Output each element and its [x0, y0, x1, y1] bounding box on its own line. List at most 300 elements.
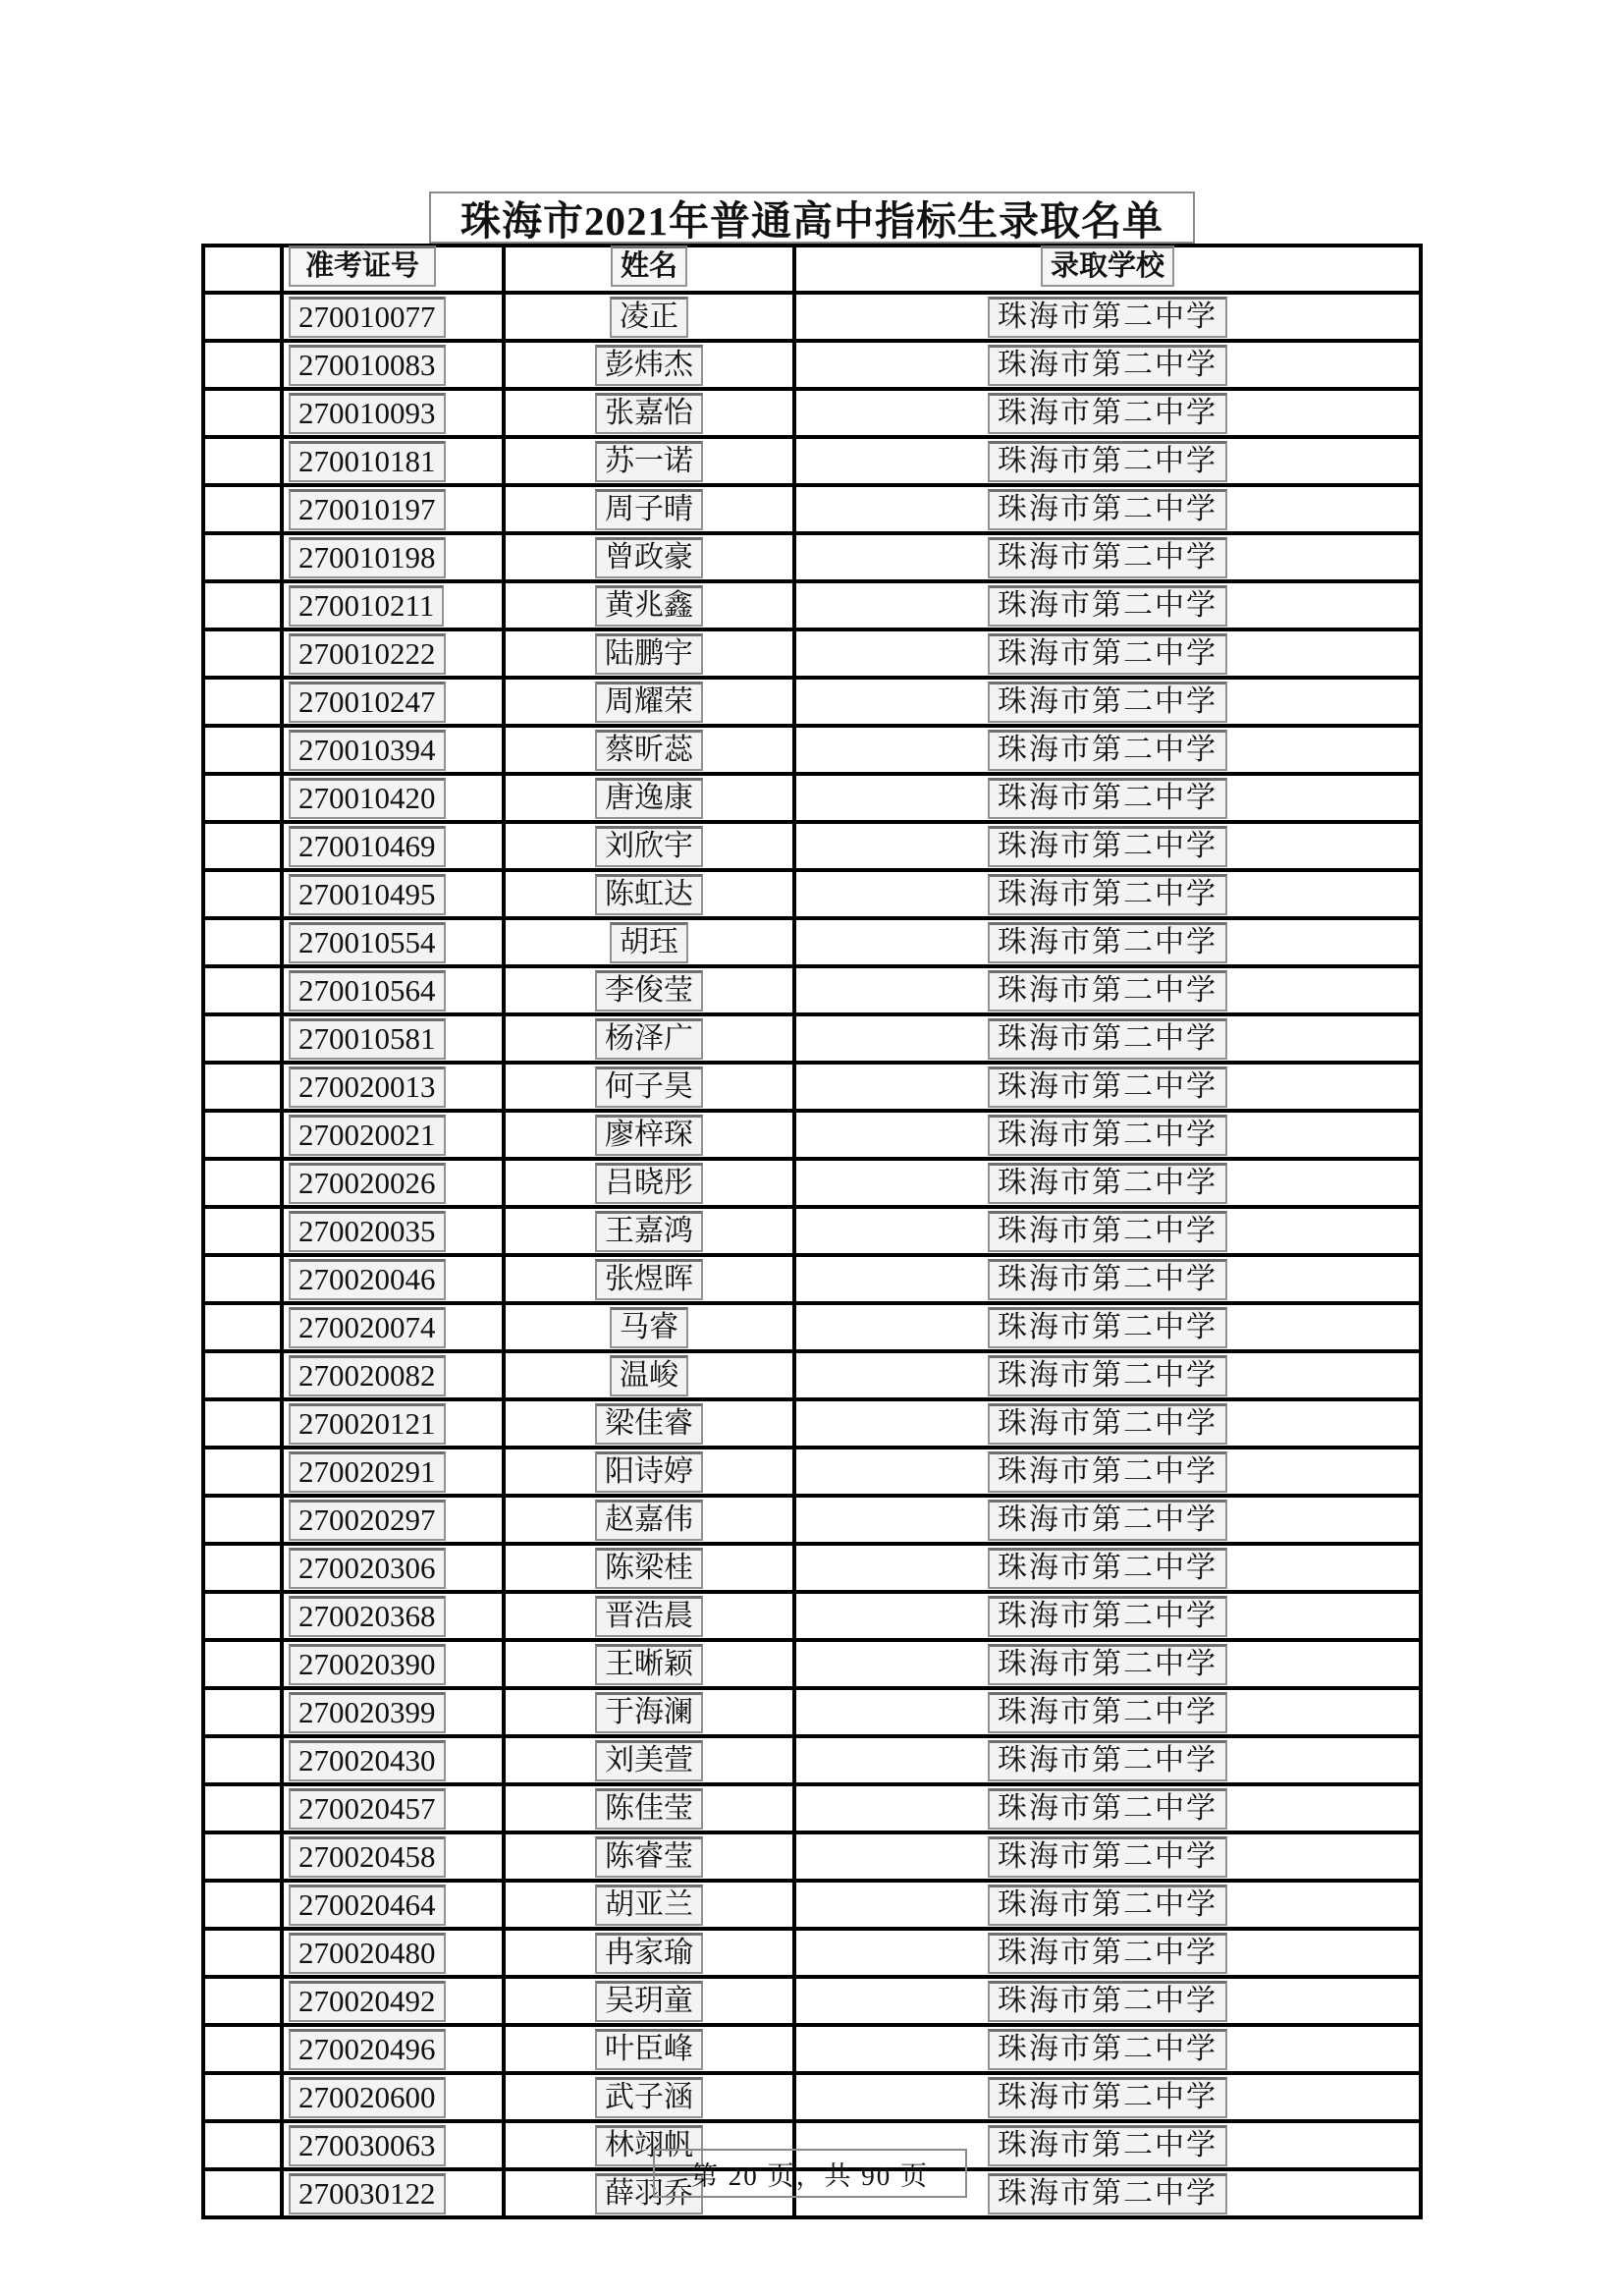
student-name-cell	[504, 1784, 794, 1832]
student-name-cell	[504, 966, 794, 1014]
exam-number-value: 270020457	[289, 1788, 446, 1830]
table-body	[203, 246, 1421, 2217]
table-row	[203, 533, 1421, 581]
admission-school-cell	[794, 629, 1421, 678]
exam-number-cell	[282, 389, 504, 437]
exam-number-cell	[282, 1303, 504, 1351]
admission-school-cell	[794, 1496, 1421, 1544]
index-cell	[203, 822, 282, 870]
exam-number-value: 270020082	[289, 1355, 446, 1396]
exam-number-cell	[282, 1014, 504, 1063]
student-name-value: 黄兆鑫	[595, 585, 703, 627]
table-row	[203, 966, 1421, 1014]
exam-number-cell	[282, 1977, 504, 2025]
admission-school-value: 珠海市第二中学	[988, 1259, 1227, 1300]
index-cell	[203, 389, 282, 437]
student-name-value: 阳诗婷	[595, 1451, 703, 1493]
exam-number-value: 270020074	[289, 1307, 446, 1348]
student-name-value: 廖梓琛	[595, 1115, 703, 1156]
admission-school-cell	[794, 1207, 1421, 1255]
student-name-cell	[504, 341, 794, 389]
exam-number-cell	[282, 1255, 504, 1303]
admission-school-value: 珠海市第二中学	[988, 2125, 1227, 2166]
admission-school-cell	[794, 1063, 1421, 1111]
exam-number-cell	[282, 1881, 504, 1929]
exam-number-cell	[282, 1351, 504, 1399]
exam-number-value: 270020390	[289, 1644, 446, 1685]
admission-school-value: 珠海市第二中学	[988, 1788, 1227, 1830]
exam-number-value: 270020035	[289, 1211, 446, 1252]
admission-school-value: 珠海市第二中学	[988, 1211, 1227, 1252]
student-name-value: 张嘉怡	[595, 393, 703, 434]
exam-number-cell	[282, 341, 504, 389]
exam-number-cell	[282, 1736, 504, 1784]
exam-number-cell	[282, 1448, 504, 1496]
exam-number-value: 270020458	[289, 1836, 446, 1878]
exam-number-value: 270010564	[289, 970, 446, 1011]
page-title: 珠海市2021年普通高中指标生录取名单	[460, 198, 1163, 244]
index-cell	[203, 1159, 282, 1207]
page-number-text: 第 20 页，共 90 页	[691, 2160, 929, 2191]
exam-number-value: 270020492	[289, 1981, 446, 2022]
student-name-cell	[504, 1977, 794, 2025]
index-cell	[203, 2025, 282, 2073]
exam-number-value: 270010211	[289, 585, 444, 627]
index-cell	[203, 1832, 282, 1881]
school-header-label: 录取学校	[1041, 246, 1174, 287]
student-name-cell	[504, 726, 794, 774]
header-cell-index	[203, 246, 282, 293]
admission-school-cell	[794, 678, 1421, 726]
table-row	[203, 1784, 1421, 1832]
index-cell	[203, 1351, 282, 1399]
index-cell	[203, 678, 282, 726]
table-row	[203, 1063, 1421, 1111]
exam-number-cell	[282, 1544, 504, 1592]
student-name-cell	[504, 1159, 794, 1207]
student-name-cell	[504, 629, 794, 678]
student-name-value: 陆鹏宇	[595, 633, 703, 675]
student-name-cell	[504, 1207, 794, 1255]
student-name-value: 何子昊	[595, 1066, 703, 1108]
table-row	[203, 389, 1421, 437]
name-header-label: 姓名	[611, 246, 687, 287]
student-name-cell	[504, 918, 794, 966]
exam-number-value: 270010581	[289, 1018, 446, 1060]
student-name-cell	[504, 1303, 794, 1351]
table-row	[203, 1159, 1421, 1207]
admission-school-value: 珠海市第二中学	[988, 537, 1227, 578]
exam-number-cell	[282, 1207, 504, 1255]
table-row	[203, 2073, 1421, 2121]
exam-number-cell	[282, 629, 504, 678]
admission-school-value: 珠海市第二中学	[988, 1548, 1227, 1589]
admission-school-value: 珠海市第二中学	[988, 922, 1227, 963]
admission-school-cell	[794, 1544, 1421, 1592]
exam-number-value: 270020021	[289, 1115, 446, 1156]
exam-number-cell	[282, 918, 504, 966]
index-cell	[203, 1592, 282, 1640]
table-row	[203, 1303, 1421, 1351]
exam-number-value: 270020368	[289, 1596, 446, 1637]
admission-school-cell	[794, 1111, 1421, 1159]
exam-number-value: 270010083	[289, 345, 446, 386]
admission-table	[201, 244, 1423, 2219]
table-row	[203, 1207, 1421, 1255]
student-name-value: 杨泽广	[595, 1018, 703, 1060]
index-cell	[203, 1399, 282, 1448]
index-cell	[203, 2169, 282, 2217]
student-name-cell	[504, 581, 794, 629]
index-cell	[203, 726, 282, 774]
exam-number-value: 270030063	[289, 2125, 446, 2166]
exam-number-value: 270020013	[289, 1066, 446, 1108]
admission-school-value: 珠海市第二中学	[988, 1885, 1227, 1926]
index-cell	[203, 629, 282, 678]
admission-school-cell	[794, 293, 1421, 341]
student-name-cell	[504, 1351, 794, 1399]
admission-school-value: 珠海市第二中学	[988, 1018, 1227, 1060]
index-cell	[203, 918, 282, 966]
student-name-cell	[504, 1640, 794, 1688]
admission-school-cell	[794, 2025, 1421, 2073]
student-name-cell	[504, 485, 794, 533]
student-name-value: 周子晴	[595, 489, 703, 530]
table-row	[203, 1448, 1421, 1496]
admission-school-cell	[794, 1784, 1421, 1832]
student-name-value: 刘美萱	[595, 1740, 703, 1781]
exam-number-cell	[282, 1399, 504, 1448]
student-name-value: 李俊莹	[595, 970, 703, 1011]
student-name-value: 曾政豪	[595, 537, 703, 578]
student-name-value: 王嘉鸿	[595, 1211, 703, 1252]
admission-school-cell	[794, 1448, 1421, 1496]
table-row	[203, 726, 1421, 774]
table-row	[203, 293, 1421, 341]
exam-number-cell	[282, 966, 504, 1014]
exam-number-cell	[282, 1111, 504, 1159]
admission-school-cell	[794, 437, 1421, 485]
admission-school-cell	[794, 726, 1421, 774]
admission-school-value: 珠海市第二中学	[988, 1066, 1227, 1108]
student-name-cell	[504, 533, 794, 581]
table-row	[203, 2025, 1421, 2073]
exam-number-cell	[282, 1832, 504, 1881]
index-cell	[203, 581, 282, 629]
table-row	[203, 437, 1421, 485]
admission-school-value: 珠海市第二中学	[988, 1836, 1227, 1878]
student-name-cell	[504, 822, 794, 870]
student-name-value: 吕晓彤	[595, 1163, 703, 1204]
admission-school-value: 珠海市第二中学	[988, 1307, 1227, 1348]
admission-school-value: 珠海市第二中学	[988, 1981, 1227, 2022]
index-cell	[203, 1881, 282, 1929]
student-name-value: 陈梁桂	[595, 1548, 703, 1589]
admission-school-value: 珠海市第二中学	[988, 1740, 1227, 1781]
admission-school-cell	[794, 1688, 1421, 1736]
table-row	[203, 918, 1421, 966]
table-row	[203, 341, 1421, 389]
admission-school-cell	[794, 918, 1421, 966]
admission-school-value: 珠海市第二中学	[988, 2173, 1227, 2214]
index-cell	[203, 774, 282, 822]
exam-number-value: 270010495	[289, 874, 446, 915]
exam-number-cell	[282, 1929, 504, 1977]
student-name-cell	[504, 1688, 794, 1736]
student-name-cell	[504, 870, 794, 918]
admission-school-value: 珠海市第二中学	[988, 778, 1227, 819]
table-row	[203, 1977, 1421, 2025]
index-cell	[203, 2121, 282, 2169]
exam-number-value: 270010197	[289, 489, 446, 530]
page-number-box	[653, 2149, 967, 2198]
student-name-value: 叶臣峰	[595, 2029, 703, 2070]
index-cell	[203, 341, 282, 389]
student-name-value: 刘欣宇	[595, 826, 703, 867]
admission-school-value: 珠海市第二中学	[988, 297, 1227, 338]
student-name-cell	[504, 1544, 794, 1592]
student-name-value: 胡珏	[610, 922, 688, 963]
admission-school-value: 珠海市第二中学	[988, 1115, 1227, 1156]
table-row	[203, 870, 1421, 918]
index-cell	[203, 485, 282, 533]
admission-school-value: 珠海市第二中学	[988, 970, 1227, 1011]
exam-number-cell	[282, 1592, 504, 1640]
exam-number-cell	[282, 293, 504, 341]
student-name-value: 吴玥童	[595, 1981, 703, 2022]
index-cell	[203, 966, 282, 1014]
table-row	[203, 1881, 1421, 1929]
admission-school-cell	[794, 1399, 1421, 1448]
table-row	[203, 1255, 1421, 1303]
admission-school-value: 珠海市第二中学	[988, 585, 1227, 627]
admission-school-cell	[794, 870, 1421, 918]
table-row	[203, 822, 1421, 870]
student-name-cell	[504, 437, 794, 485]
admission-school-value: 珠海市第二中学	[988, 1933, 1227, 1974]
student-name-value: 梁佳睿	[595, 1403, 703, 1445]
header-cell-name	[504, 246, 794, 293]
table-row	[203, 485, 1421, 533]
student-name-value: 陈睿莹	[595, 1836, 703, 1878]
exam-number-value: 270010181	[289, 441, 446, 482]
exam-number-value: 270020399	[289, 1692, 446, 1733]
exam-number-value: 270020046	[289, 1259, 446, 1300]
table-row	[203, 1496, 1421, 1544]
student-name-cell	[504, 1255, 794, 1303]
index-cell	[203, 1496, 282, 1544]
exam-number-value: 270010198	[289, 537, 446, 578]
index-cell	[203, 437, 282, 485]
header-row	[203, 246, 1421, 293]
index-cell	[203, 1014, 282, 1063]
admission-school-value: 珠海市第二中学	[988, 874, 1227, 915]
exam-no-header-label: 准考证号	[289, 246, 436, 287]
admission-school-cell	[794, 485, 1421, 533]
admission-school-value: 珠海市第二中学	[988, 2029, 1227, 2070]
table-row	[203, 1688, 1421, 1736]
exam-number-cell	[282, 1496, 504, 1544]
table-row	[203, 1014, 1421, 1063]
admission-school-cell	[794, 1592, 1421, 1640]
index-cell	[203, 870, 282, 918]
table-row	[203, 774, 1421, 822]
exam-number-cell	[282, 822, 504, 870]
exam-number-cell	[282, 2169, 504, 2217]
student-name-cell	[504, 389, 794, 437]
exam-number-value: 270020464	[289, 1885, 446, 1926]
student-name-cell	[504, 1496, 794, 1544]
student-name-cell	[504, 1592, 794, 1640]
exam-number-value: 270020496	[289, 2029, 446, 2070]
table-row	[203, 1544, 1421, 1592]
admission-school-value: 珠海市第二中学	[988, 393, 1227, 434]
admission-school-cell	[794, 389, 1421, 437]
student-name-value: 周耀荣	[595, 682, 703, 723]
exam-number-cell	[282, 485, 504, 533]
admission-school-cell	[794, 1929, 1421, 1977]
admission-school-cell	[794, 1977, 1421, 2025]
admission-school-value: 珠海市第二中学	[988, 730, 1227, 771]
table-row	[203, 1736, 1421, 1784]
table-row	[203, 1640, 1421, 1688]
exam-number-cell	[282, 533, 504, 581]
student-name-value: 苏一诺	[595, 441, 703, 482]
exam-number-value: 270010469	[289, 826, 446, 867]
student-name-cell	[504, 1399, 794, 1448]
student-name-cell	[504, 1063, 794, 1111]
student-name-value: 冉家瑜	[595, 1933, 703, 1974]
index-cell	[203, 1784, 282, 1832]
student-name-cell	[504, 678, 794, 726]
exam-number-value: 270020026	[289, 1163, 446, 1204]
admission-school-value: 珠海市第二中学	[988, 1451, 1227, 1493]
index-cell	[203, 1255, 282, 1303]
student-name-cell	[504, 1881, 794, 1929]
admission-school-value: 珠海市第二中学	[988, 1163, 1227, 1204]
index-cell	[203, 1688, 282, 1736]
exam-number-cell	[282, 2025, 504, 2073]
student-name-value: 彭炜杰	[595, 345, 703, 386]
exam-number-cell	[282, 2073, 504, 2121]
admission-school-value: 珠海市第二中学	[988, 1403, 1227, 1445]
student-name-cell	[504, 1111, 794, 1159]
student-name-value: 武子涵	[595, 2077, 703, 2118]
exam-number-value: 270010247	[289, 682, 446, 723]
admission-school-value: 珠海市第二中学	[988, 1355, 1227, 1396]
admission-school-cell	[794, 533, 1421, 581]
student-name-cell	[504, 293, 794, 341]
admission-school-cell	[794, 2073, 1421, 2121]
index-cell	[203, 1977, 282, 2025]
exam-number-value: 270010077	[289, 297, 446, 338]
admission-school-value: 珠海市第二中学	[988, 682, 1227, 723]
exam-number-cell	[282, 726, 504, 774]
table-row	[203, 1832, 1421, 1881]
exam-number-cell	[282, 1063, 504, 1111]
admission-school-cell	[794, 1640, 1421, 1688]
admission-school-value: 珠海市第二中学	[988, 1500, 1227, 1541]
admission-school-value: 珠海市第二中学	[988, 1596, 1227, 1637]
admission-school-value: 珠海市第二中学	[988, 441, 1227, 482]
exam-number-cell	[282, 581, 504, 629]
index-cell	[203, 1736, 282, 1784]
index-cell	[203, 2073, 282, 2121]
student-name-value: 林翊帆	[595, 2125, 703, 2166]
admission-school-cell	[794, 1881, 1421, 1929]
exam-number-value: 270020297	[289, 1500, 446, 1541]
student-name-cell	[504, 1736, 794, 1784]
exam-number-value: 270010394	[289, 730, 446, 771]
index-cell	[203, 1063, 282, 1111]
admission-school-cell	[794, 1014, 1421, 1063]
table-row	[203, 581, 1421, 629]
exam-number-value: 270020291	[289, 1451, 446, 1493]
index-cell	[203, 293, 282, 341]
student-name-value: 温峻	[610, 1355, 688, 1396]
student-name-value: 王晰颖	[595, 1644, 703, 1685]
admission-school-cell	[794, 822, 1421, 870]
header-cell-school	[794, 246, 1421, 293]
exam-number-cell	[282, 437, 504, 485]
admission-school-value: 珠海市第二中学	[988, 2077, 1227, 2118]
exam-number-cell	[282, 1159, 504, 1207]
index-cell	[203, 1640, 282, 1688]
admission-school-cell	[794, 966, 1421, 1014]
student-name-value: 于海澜	[595, 1692, 703, 1733]
student-name-value: 马睿	[610, 1307, 688, 1348]
student-name-cell	[504, 1014, 794, 1063]
exam-number-value: 270020430	[289, 1740, 446, 1781]
exam-number-cell	[282, 2121, 504, 2169]
student-name-cell	[504, 774, 794, 822]
admission-school-cell	[794, 1255, 1421, 1303]
admission-school-cell	[794, 581, 1421, 629]
student-name-cell	[504, 1448, 794, 1496]
index-cell	[203, 533, 282, 581]
admission-school-cell	[794, 1351, 1421, 1399]
table-row	[203, 1929, 1421, 1977]
exam-number-cell	[282, 774, 504, 822]
index-cell	[203, 1544, 282, 1592]
exam-number-cell	[282, 678, 504, 726]
admission-school-cell	[794, 1832, 1421, 1881]
student-name-value: 张煜晖	[595, 1259, 703, 1300]
admission-school-value: 珠海市第二中学	[988, 1644, 1227, 1685]
title-box	[429, 191, 1195, 244]
admission-school-value: 珠海市第二中学	[988, 633, 1227, 675]
student-name-value: 蔡昕蕊	[595, 730, 703, 771]
admission-school-cell	[794, 1159, 1421, 1207]
admission-school-cell	[794, 341, 1421, 389]
admission-school-cell	[794, 1303, 1421, 1351]
table-row	[203, 1111, 1421, 1159]
exam-number-cell	[282, 1784, 504, 1832]
exam-number-value: 270020306	[289, 1548, 446, 1589]
exam-number-value: 270010554	[289, 922, 446, 963]
student-name-cell	[504, 1832, 794, 1881]
exam-number-value: 270020121	[289, 1403, 446, 1445]
index-cell	[203, 1929, 282, 1977]
admission-school-value: 珠海市第二中学	[988, 489, 1227, 530]
admission-school-value: 珠海市第二中学	[988, 1692, 1227, 1733]
exam-number-value: 270010420	[289, 778, 446, 819]
student-name-cell	[504, 2025, 794, 2073]
student-name-value: 唐逸康	[595, 778, 703, 819]
student-name-value: 薛羽乔	[595, 2173, 703, 2214]
exam-number-cell	[282, 870, 504, 918]
table-row	[203, 1592, 1421, 1640]
